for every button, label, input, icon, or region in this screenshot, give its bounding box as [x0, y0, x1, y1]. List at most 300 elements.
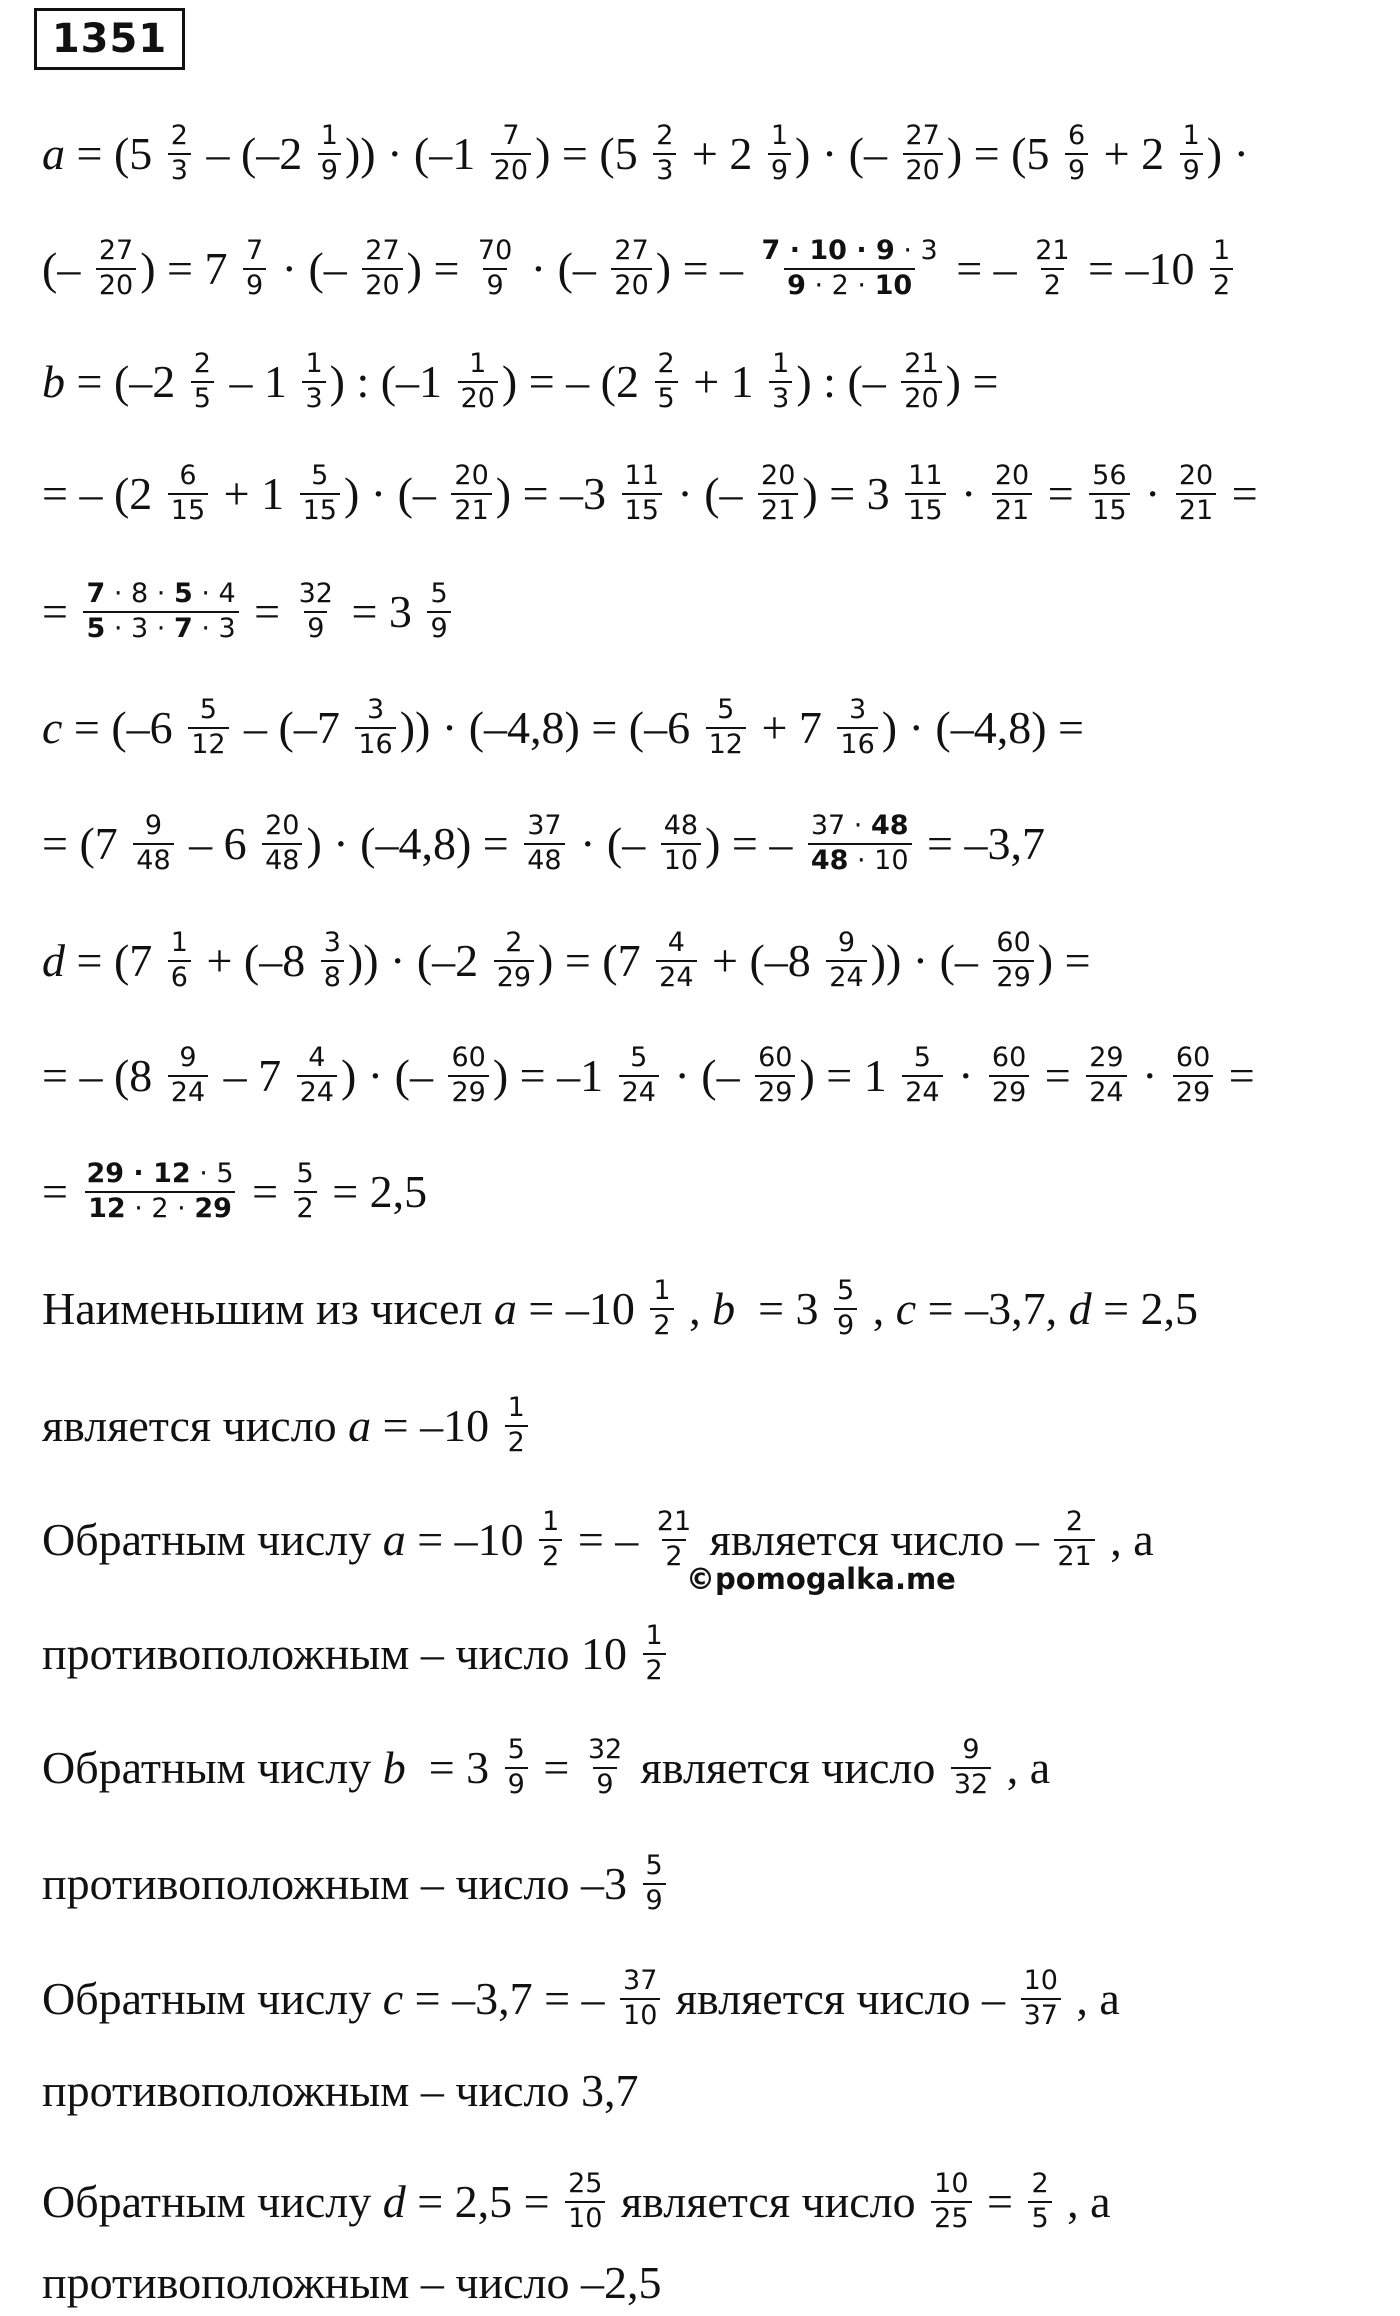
text-run: , а [1098, 1513, 1154, 1565]
fraction-numerator: 1 [645, 1620, 663, 1651]
text-run: + 1 [681, 355, 766, 407]
text-run: – (–2 [194, 127, 314, 179]
text-run: ) · (– [340, 1049, 445, 1101]
text-run: ) = – [705, 817, 804, 869]
watermark: ©pomogalka.me [686, 1562, 956, 1596]
text-run: · [946, 1049, 985, 1101]
solution-line [42, 1158, 1370, 1226]
text-run: + 2 [680, 127, 764, 179]
text-run: · (– [270, 242, 359, 294]
fraction [706, 694, 746, 762]
fraction-denominator: 5 [655, 381, 678, 416]
fraction-numerator: 60 [996, 927, 1031, 958]
fraction-numerator: 3 [323, 927, 341, 958]
fraction [1028, 2168, 1051, 2236]
text-run: противоположным – число –2,5 [42, 2257, 662, 2308]
solution-line [42, 1965, 1370, 2033]
text-run: = –3,7 = – [403, 1972, 617, 2024]
solution-line [42, 1392, 1370, 1460]
variable: c [42, 701, 63, 753]
fraction-denominator: 10 [565, 2201, 605, 2236]
fraction-numerator: 27 [905, 120, 940, 151]
fraction-numerator: 10 [934, 2168, 969, 2199]
fraction [297, 1042, 337, 1110]
fraction [1173, 1042, 1213, 1110]
fraction-numerator: 27 [365, 235, 400, 266]
fraction [619, 1042, 659, 1110]
fraction-denominator: 24 [656, 960, 696, 995]
solution-line [42, 1850, 1370, 1918]
variable: b [382, 1741, 406, 1793]
solution-line [42, 1734, 1370, 1802]
fraction-numerator: 5 [717, 694, 735, 725]
text-run: – 1 [217, 355, 299, 407]
text-run: = [1220, 467, 1258, 519]
fraction-denominator: 9 [1065, 153, 1088, 188]
fraction-denominator: 21 [451, 493, 491, 528]
variable: b [712, 1282, 736, 1334]
fraction-denominator: 20 [362, 268, 402, 303]
fraction [475, 235, 515, 303]
fraction-denominator: 15 [622, 493, 662, 528]
fraction-numerator: 5 [296, 1158, 314, 1189]
text-run: = [1217, 1049, 1255, 1101]
text-run: ) = 7 [140, 242, 239, 294]
solution-line [42, 1042, 1370, 1110]
fraction-numerator: 1 [1182, 120, 1200, 151]
fraction-denominator: 48 · 10 [808, 843, 912, 878]
fraction-numerator: 2 [1065, 1506, 1084, 1537]
fraction-denominator: 21 [758, 493, 798, 528]
fraction [83, 1158, 236, 1226]
fraction [650, 1275, 673, 1343]
fraction-denominator: 15 [168, 493, 208, 528]
fraction-denominator: 9 [643, 1883, 666, 1918]
fraction [302, 348, 325, 416]
text-run: ) = 3 [802, 467, 902, 519]
text-run: ) = (5 [535, 127, 650, 179]
fraction-numerator: 7 [502, 120, 520, 151]
fraction-denominator: 9 [593, 1767, 616, 1802]
fraction [362, 235, 402, 303]
fraction-denominator: 9 [505, 1767, 528, 1802]
fraction-numerator: 5 [430, 578, 448, 609]
fraction-denominator: 5 [1028, 2201, 1051, 2236]
fraction [491, 120, 531, 188]
fraction-numerator: 1 [772, 348, 790, 379]
fraction [168, 460, 208, 528]
solution-line [42, 1275, 1370, 1343]
fraction [902, 1042, 942, 1110]
fraction-numerator: 2 [505, 927, 523, 958]
fraction-numerator: 7 · 8 · 5 · 4 [86, 578, 236, 609]
fraction [427, 578, 450, 646]
fraction-denominator: 12 · 2 · 29 [85, 1191, 235, 1226]
text-run: ) = –3 [495, 467, 618, 519]
fraction-denominator: 5 [191, 381, 214, 416]
text-run: ) · (–4,8) = [881, 701, 1084, 753]
fraction [243, 235, 266, 303]
fraction-denominator: 9 [1180, 153, 1203, 188]
text-run: )) · (–1 [344, 127, 487, 179]
text-run: Обратным числу [42, 1513, 383, 1565]
text-run: является число [42, 1399, 349, 1451]
fraction-denominator: 29 [993, 960, 1033, 995]
fraction-numerator: 2 [193, 348, 211, 379]
fraction [505, 1392, 528, 1460]
fraction-denominator: 12 [188, 727, 228, 762]
fraction-denominator: 2 [1041, 268, 1064, 303]
solution-line [42, 578, 1370, 646]
fraction [1032, 235, 1072, 303]
fraction-denominator: 2 [662, 1539, 685, 1574]
fraction-numerator: 2 [1031, 2168, 1049, 2199]
fraction [1054, 1506, 1094, 1574]
fraction [758, 460, 798, 528]
fraction-numerator: 3 [848, 694, 867, 725]
text-run: ) = – [655, 242, 755, 294]
fraction-denominator: 21 [1176, 493, 1216, 528]
fraction [448, 1042, 488, 1110]
text-run: · (– [665, 467, 755, 519]
fraction [1176, 460, 1216, 528]
fraction-denominator: 9 · 2 · 10 [784, 268, 915, 303]
fraction-numerator: 60 [1175, 1042, 1211, 1073]
fraction-denominator: 29 [494, 960, 534, 995]
solution-line [42, 460, 1370, 528]
fraction-numerator: 70 [477, 235, 513, 266]
text-run: ) = –1 [492, 1049, 615, 1101]
fraction [83, 578, 238, 646]
solution-line [42, 2065, 1370, 2116]
text-run: = –10 [371, 1399, 501, 1451]
fraction-numerator: 2 [656, 120, 674, 151]
fraction-denominator: 29 [755, 1075, 795, 1110]
text-run: – 7 [212, 1049, 293, 1101]
text-run: ) : (–1 [329, 355, 454, 407]
fraction [168, 1042, 208, 1110]
solution-line [42, 120, 1370, 188]
text-run: противоположным – число –3 [42, 1857, 639, 1909]
fraction [826, 927, 866, 995]
fraction-denominator: 24 [1086, 1075, 1126, 1110]
text-run: , а [1055, 2175, 1111, 2227]
text-run: = 2,5 [320, 1165, 428, 1217]
fraction-numerator: 4 [667, 927, 685, 958]
fraction-numerator: 4 [308, 1042, 326, 1073]
text-run: · (– [519, 242, 608, 294]
fraction [834, 1275, 857, 1343]
fraction-numerator: 37 [623, 1965, 658, 1996]
fraction-numerator: 32 [587, 1734, 623, 1765]
text-run: Наименьшим из чисел [42, 1282, 494, 1334]
text-run: + 1 [212, 467, 296, 519]
text-run: , а [1064, 1972, 1120, 2024]
text-run: Обратным числу [42, 2175, 383, 2227]
text-run: является число [629, 1741, 947, 1793]
fraction-numerator: 20 [761, 460, 796, 491]
text-run: = (–2 [65, 355, 187, 407]
fraction [808, 810, 912, 878]
fraction-denominator: 24 [168, 1075, 208, 1110]
text-run: = (7 [42, 817, 130, 869]
fraction-numerator: 9 [144, 810, 163, 841]
fraction [585, 1734, 625, 1802]
fraction [1089, 460, 1129, 528]
text-run: , [677, 1282, 713, 1334]
fraction-denominator: 9 [768, 153, 791, 188]
fraction-numerator: 9 [179, 1042, 197, 1073]
variable: b [42, 355, 65, 407]
fraction [755, 1042, 795, 1110]
fraction-numerator: 7 · 10 · 9 · 3 [761, 235, 938, 266]
fraction-denominator: 2 [643, 1653, 666, 1688]
text-run: = [42, 585, 80, 637]
fraction-denominator: 24 [902, 1075, 942, 1110]
fraction-denominator: 2 [539, 1539, 562, 1574]
fraction-denominator: 37 [1021, 1998, 1061, 2033]
fraction-numerator: 6 [179, 460, 197, 491]
fraction-denominator: 2 [294, 1191, 317, 1226]
text-run: ) · (– [795, 127, 899, 179]
fraction [96, 235, 136, 303]
fraction-numerator: 27 [614, 235, 649, 266]
fraction [837, 694, 877, 762]
fraction-numerator: 5 [645, 1850, 663, 1881]
text-run: + 2 [1092, 127, 1176, 179]
solution-line [42, 694, 1370, 762]
fraction-numerator: 3 [366, 694, 385, 725]
fraction [1021, 1965, 1061, 2033]
text-run: Обратным числу [42, 1972, 383, 2024]
fraction [1086, 1042, 1126, 1110]
fraction-denominator: 3 [653, 153, 676, 188]
fraction-numerator: 2 [170, 120, 188, 151]
text-run: = –10 [516, 1282, 647, 1334]
fraction-numerator: 5 [199, 694, 217, 725]
text-run: · [1130, 1049, 1169, 1101]
fraction-numerator: 1 [305, 348, 323, 379]
fraction-numerator: 5 [507, 1734, 525, 1765]
fraction-numerator: 10 [1023, 1965, 1058, 1996]
text-run: + (–8 [700, 934, 823, 986]
solution-line [42, 1620, 1370, 1688]
fraction [1065, 120, 1088, 188]
variable: d [382, 2175, 406, 2227]
text-run: ) = (5 [946, 127, 1061, 179]
text-run: = –10 [1076, 242, 1206, 294]
fraction [611, 235, 651, 303]
fraction-denominator: 15 [905, 493, 945, 528]
text-run: · [1133, 467, 1172, 519]
fraction-numerator: 60 [758, 1042, 793, 1073]
fraction-denominator: 48 [133, 843, 173, 878]
fraction [759, 235, 941, 303]
fraction [903, 120, 943, 188]
text-run: = [240, 1165, 290, 1217]
fraction-numerator: 7 [245, 235, 264, 266]
text-run: )) · (– [870, 934, 990, 986]
text-run: ) · [1206, 127, 1249, 179]
fraction-numerator: 21 [904, 348, 939, 379]
fraction [989, 1042, 1029, 1110]
fraction [905, 460, 945, 528]
fraction-numerator: 20 [454, 460, 489, 491]
text-run: является число [609, 2175, 928, 2227]
fraction-denominator: 9 [427, 611, 450, 646]
fraction-numerator: 5 [913, 1042, 931, 1073]
fraction [458, 348, 498, 416]
fraction-denominator: 3 [168, 153, 191, 188]
text-run: )) · (–4,8) = (–6 [399, 701, 702, 753]
fraction [505, 1734, 528, 1802]
text-run: = 3 [339, 585, 424, 637]
fraction [565, 2168, 605, 2236]
variable: a [493, 1282, 517, 1334]
fraction [191, 348, 214, 416]
fraction-denominator: 29 [1173, 1075, 1213, 1110]
text-run: = – (2 [42, 467, 164, 519]
fraction-numerator: 1 [542, 1506, 560, 1537]
fraction-numerator: 37 · 48 [810, 810, 909, 841]
text-run: = [242, 585, 292, 637]
fraction-numerator: 9 [837, 927, 856, 958]
fraction-numerator: 6 [1067, 120, 1086, 151]
fraction [653, 120, 676, 188]
text-run: · (– [568, 817, 657, 869]
variable: d [1068, 1282, 1092, 1334]
fraction-denominator: 29 [448, 1075, 488, 1110]
fraction [643, 1850, 666, 1918]
solution-line [42, 2168, 1370, 2236]
fraction-denominator: 2 [1210, 268, 1233, 303]
fraction-denominator: 12 [706, 727, 746, 762]
fraction [768, 120, 791, 188]
fraction-denominator: 21 [992, 493, 1032, 528]
fraction [133, 810, 173, 878]
fraction-denominator: 32 [951, 1767, 991, 1802]
text-run: + (–8 [194, 934, 317, 986]
fraction-numerator: 1 [170, 927, 188, 958]
fraction [494, 927, 534, 995]
fraction [1180, 120, 1203, 188]
text-run: = [1036, 467, 1086, 519]
fraction-numerator: 5 [630, 1042, 648, 1073]
fraction-numerator: 5 [837, 1275, 855, 1306]
text-run: ) · (– [343, 467, 448, 519]
text-run: = [531, 1741, 581, 1793]
text-run: · (– [662, 1049, 752, 1101]
solution-line [42, 927, 1370, 995]
fraction [901, 348, 941, 416]
fraction [451, 460, 491, 528]
fraction-numerator: 29 · 12 · 5 [86, 1158, 234, 1189]
fraction-denominator: 20 [458, 381, 498, 416]
fraction-denominator: 9 [318, 153, 341, 188]
text-run: = 2,5 = [405, 2175, 562, 2227]
fraction-numerator: 27 [98, 235, 134, 266]
fraction-denominator: 25 [931, 2201, 971, 2236]
fraction-denominator: 10 [620, 1998, 660, 2033]
text-run: ) = 1 [799, 1049, 899, 1101]
text-run: ) = [1037, 934, 1091, 986]
fraction-denominator: 15 [300, 493, 340, 528]
fraction-denominator: 29 [989, 1075, 1029, 1110]
text-run: = [975, 2175, 1025, 2227]
fraction [168, 927, 191, 995]
text-run: ) = [406, 242, 471, 294]
variable: a [348, 1399, 372, 1451]
text-run: = –10 [405, 1513, 536, 1565]
fraction-numerator: 20 [994, 460, 1030, 491]
fraction [620, 1965, 660, 2033]
text-run: – 6 [177, 817, 259, 869]
text-run: = –3,7, [916, 1282, 1069, 1334]
fraction-denominator: 48 [524, 843, 564, 878]
fraction-denominator: 20 [96, 268, 136, 303]
fraction-denominator: 9 [304, 611, 327, 646]
fraction-numerator: 1 [320, 120, 338, 151]
fraction-denominator: 16 [837, 727, 877, 762]
fraction [931, 2168, 971, 2236]
fraction-numerator: 1 [653, 1275, 671, 1306]
fraction-numerator: 60 [451, 1042, 486, 1073]
fraction [321, 927, 344, 995]
fraction [539, 1506, 562, 1574]
text-run: = (5 [65, 127, 164, 179]
text-run: является число – [664, 1972, 1017, 2024]
variable: a [382, 1513, 406, 1565]
fraction-numerator: 21 [1035, 235, 1070, 266]
text-run: = –3,7 [915, 817, 1045, 869]
variable: c [895, 1282, 917, 1334]
text-run: (– [42, 242, 92, 294]
problem-number-badge: 1351 [34, 8, 185, 70]
fraction-numerator: 1 [469, 348, 487, 379]
text-run: ) = [945, 355, 999, 407]
fraction-denominator: 3 [769, 381, 792, 416]
fraction-numerator: 25 [568, 2168, 603, 2199]
variable: c [382, 1972, 404, 2024]
text-run: = – [944, 242, 1029, 294]
fraction-numerator: 2 [657, 348, 675, 379]
fraction-numerator: 37 [527, 810, 562, 841]
fraction [661, 810, 701, 878]
fraction-denominator: 9 [834, 1308, 857, 1343]
text-run: Обратным числу [42, 1741, 383, 1793]
fraction-denominator: 20 [901, 381, 941, 416]
text-run: ) · (–4,8) = [306, 817, 521, 869]
solution-line [42, 2257, 1370, 2308]
fraction [992, 460, 1032, 528]
fraction [524, 810, 564, 878]
fraction-numerator: 48 [663, 810, 699, 841]
variable: a [42, 127, 65, 179]
fraction-numerator: 1 [770, 120, 789, 151]
text-run: ) : (– [796, 355, 898, 407]
text-run: = 3 [735, 1282, 831, 1334]
fraction-denominator: 2 [505, 1425, 528, 1460]
text-run: )) · (–2 [347, 934, 490, 986]
fraction-denominator: 9 [483, 268, 506, 303]
text-run: = (7 [65, 934, 164, 986]
text-run: = 3 [405, 1741, 501, 1793]
fraction [1210, 235, 1233, 303]
fraction-denominator: 24 [297, 1075, 337, 1110]
fraction [318, 120, 341, 188]
fraction-numerator: 1 [507, 1392, 525, 1423]
fraction-denominator: 10 [661, 843, 701, 878]
